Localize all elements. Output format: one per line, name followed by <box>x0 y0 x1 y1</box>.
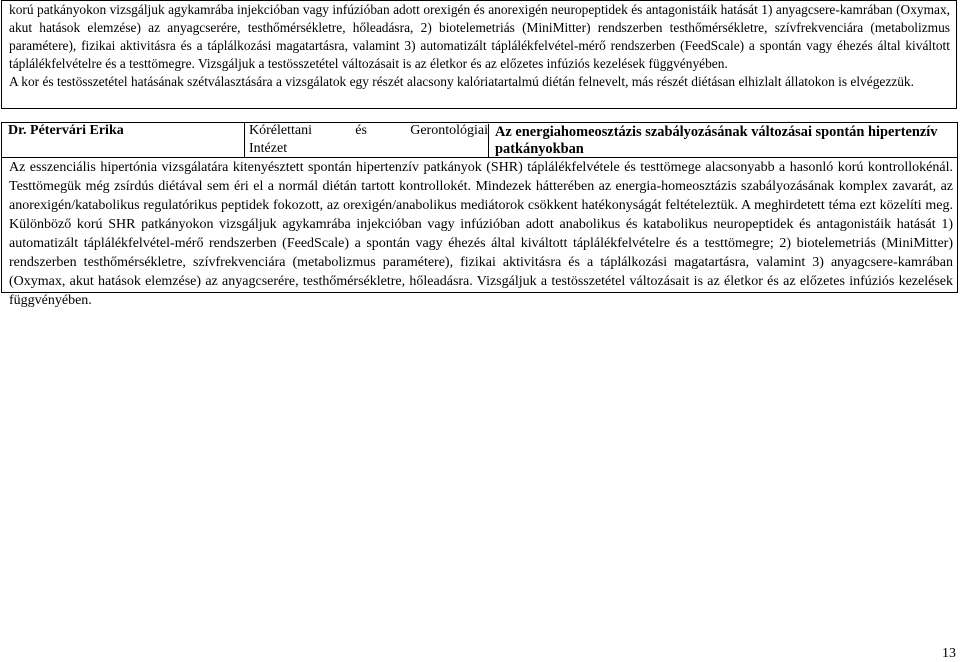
institute-line-2: Intézet <box>249 141 288 156</box>
topic-title: Az energiahomeosztázis szabályozásának változásai spontán hipertenzív patkányokban <box>488 124 958 158</box>
previous-abstract-text: korú patkányokon vizsgáljuk agykamrába injekcióban vagy infúzióban adott orexigén és anorexigén neuropeptidek és antagonistáik hatását 1) anyagcsere-kamrában (Oxymax, akut hatások elemzése) az anyagcserére, testhőmérsékletre, hőleadásra, 2) biotelemetriás (MiniMitter) rendszerben testhőmérsékletre, szívfrekvenciára (metabolizmus paramétere), fizikai aktivitásra és a táplálkozási magatartásra, valamint 3) automatizált táplálékfelvétel-mérő rendszerben (FeedScale) a spontán vagy éhezés által kiváltott táplálékfelvételre és a testtömegre. Vizsgáljuk a testösszetétel változásait is az életkor és az előzetes infúziós kezelések függvényében. <box>9 2 950 71</box>
topic-abstract-text: Az esszenciális hipertónia vizsgálatára kitenyésztett spontán hipertenzív patkányok (SHR) táplálékfelvétele és testtömege alacsonyabb a hasonló korú kontrollokénál. Testtömegük még zsírdús diétával sem éri el a normál diétán tartott kontrollokét. Mindezek hátterében az energia-homeosztázis szabályozásának komplex zavarát, az anorexigén/katabolikus regulatórikus peptidek fokozott, az orexigén/anabolikus mediátorok csökkent hatékonyságát feltételeztük. A meghirdetett téma ezt közelíti meg. Különböző korú SHR patkányokon vizsgáljuk agykamrába injekcióban vagy infúzióban adott anabolikus és katabolikus neuropeptidek és antagonistáik hatását 1) automatizált táplálékfelvétel-mérő rendszerben (FeedScale) a spontán vagy éhezés által kiváltott táplálékfelvételre és a testtömegre; 2) biotelemetriás (MiniMitter) rendszerben testhőmérsékletre, szívfrekvenciára (metabolizmus paramétere), fizikai aktivitásra és a táplálkozási magatartásra, valamint 3) anyagcsere-kamrában (Oxymax, akut hatások elemzése) az anyagcserére, testhőmérsékletre, hőleadásra. Vizsgáljuk a testösszetétel változásait is az életkor és az előzetes infúziós kezelések függvényében. <box>9 160 953 308</box>
entry-header-row <box>0 122 960 158</box>
previous-abstract-box <box>1 0 957 109</box>
institute-line-1: Kórélettani és Gerontológiai <box>249 123 488 138</box>
page-number: 13 <box>942 646 956 661</box>
previous-abstract-text-2: A kor és testösszetétel hatásának szétválasztására a vizsgálatok egy részét alacsony kalóriatartalmú diétán felnevelt, más részét diétásan elhizlalt állatokon is elvégezzük. <box>9 74 914 89</box>
institute-cell <box>244 122 488 158</box>
topic-abstract <box>9 158 953 308</box>
researcher-name: Dr. Pétervári Erika <box>8 123 124 138</box>
